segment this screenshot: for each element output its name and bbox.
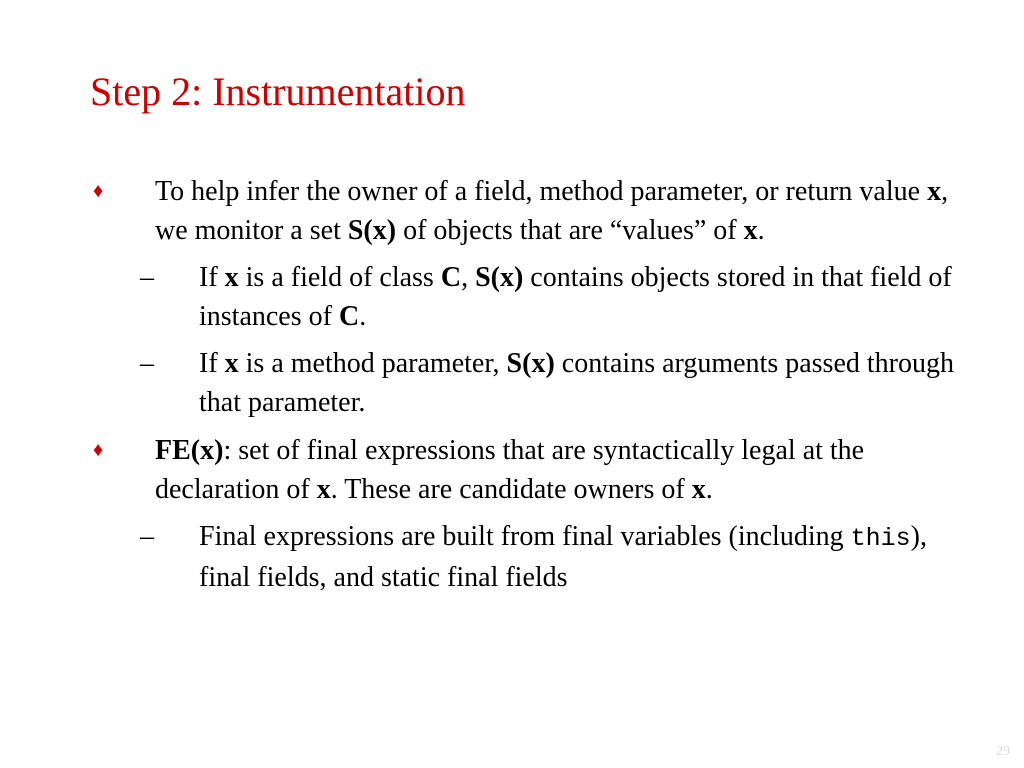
slide-content: [0, 172, 1024, 597]
slide-title: Step 2: Instrumentation: [90, 69, 466, 114]
page-number: 29: [996, 744, 1010, 759]
sub-bullet-field: [0, 258, 1024, 336]
bullet-text: FE(x): set of final expressions that are syntactically legal at the declaration of x. These are candidate owners of x.: [155, 435, 865, 505]
dash-bullet-icon: –: [140, 262, 154, 293]
diamond-bullet-icon: ♦: [93, 180, 104, 202]
sub-bullet-text: If x is a field of class C, S(x) contains objects stored in that field of instances of C.: [199, 262, 952, 332]
bullet-text: To help infer the owner of a field, method parameter, or return value x, we monitor a set S(x) of objects that are “values” of x.: [155, 176, 949, 246]
sub-bullet-final-expressions: [0, 517, 1024, 597]
diamond-bullet-icon: ♦: [93, 439, 104, 461]
bullet-final-expressions: [0, 431, 1024, 509]
sub-bullet-method-parameter: [0, 344, 1024, 422]
bullet-owner-inference: [0, 172, 1024, 250]
code-this: this: [850, 524, 911, 553]
dash-bullet-icon: –: [140, 348, 154, 379]
sub-bullet-text: If x is a method parameter, S(x) contains arguments passed through that parameter.: [199, 348, 954, 418]
sub-bullet-text: Final expressions are built from final variables (including this), final fields, and static final fields: [199, 521, 927, 593]
dash-bullet-icon: –: [140, 521, 154, 552]
